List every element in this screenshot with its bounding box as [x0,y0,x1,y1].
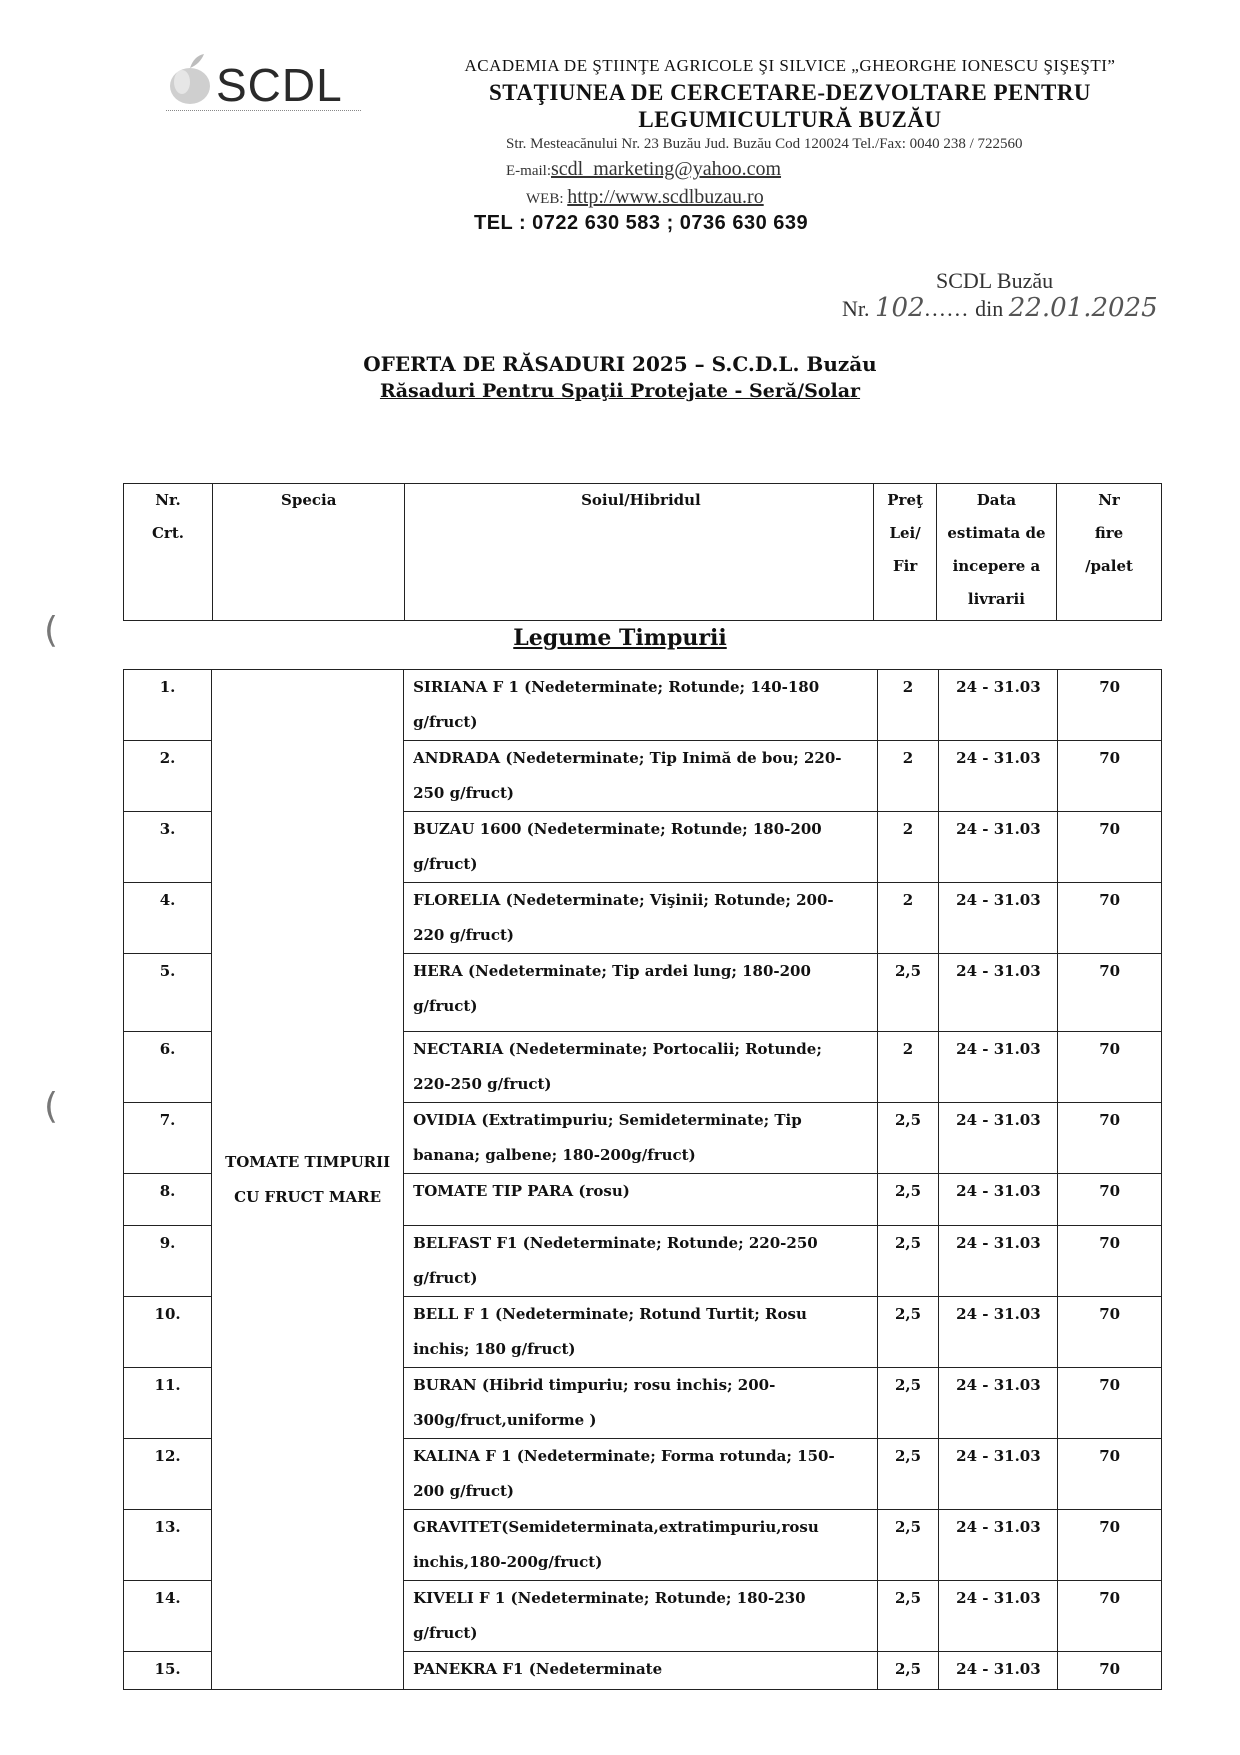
station-name-line1: STAŢIUNEA DE CERCETARE-DEZVOLTARE PENTRU [488,80,1092,105]
col-data-line2: estimata de [947,524,1046,542]
variety-line: SIRIANA F 1 (Nedeterminate; Rotunde; 140-180 [413,678,820,696]
variety-cell [404,1032,877,1103]
variety-cell [404,812,877,883]
species-cell [212,670,404,1690]
variety-line: KIVELI F 1 (Nedeterminate; Rotunde; 180-230 [413,1589,806,1607]
price-cell: 2,5 [877,1510,939,1581]
date-cell: 24 - 31.03 [939,1510,1058,1581]
email-link[interactable]: scdl_marketing@yahoo.com [551,158,782,180]
scan-mark: ( [44,1086,59,1127]
price-cell: 2,5 [877,1174,939,1226]
variety-line: inchis; 180 g/fruct) [413,1340,576,1358]
count-cell: 70 [1058,1174,1162,1226]
variety-cell [404,670,877,741]
row-number: 7. [124,1103,212,1174]
academy-name: ACADEMIA DE ŞTIINŢE AGRICOLE ŞI SILVICE „GHEORGHE IONESCU ŞIŞEŞTI” [464,56,1116,75]
col-fire-line3: /palet [1085,557,1133,575]
variety-line: 300g/fruct,uniforme ) [413,1411,597,1429]
offer-subtitle: Răsaduri Pentru Spaţii Protejate - Seră/Solar [379,380,861,402]
price-cell: 2,5 [877,1652,939,1690]
date-cell: 24 - 31.03 [939,1652,1058,1690]
date-cell: 24 - 31.03 [939,1032,1058,1103]
scan-mark: ( [44,610,59,651]
col-fire-line2: fire [1094,524,1124,542]
email-label: E-mail: [506,163,551,179]
row-number: 13. [124,1510,212,1581]
variety-cell [404,1439,877,1510]
offer-title: OFERTA DE RĂSADURI 2025 – S.C.D.L. Buzău [363,352,877,376]
species-line: CU FRUCT MARE [234,1187,382,1206]
row-number: 15. [124,1652,212,1690]
table-header [123,483,1162,621]
price-cell: 2 [877,812,939,883]
leaf-logo-icon [160,48,220,110]
col-pret-line1: Preţ [887,491,923,509]
price-cell: 2 [877,1032,939,1103]
nr-label: Nr. [842,296,870,321]
variety-line: BUZAU 1600 (Nedeterminate; Rotunde; 180-200 [413,820,822,838]
price-cell: 2,5 [877,1297,939,1368]
variety-line: NECTARIA (Nedeterminate; Portocalii; Rotunde; [413,1040,822,1058]
row-number: 14. [124,1581,212,1652]
variety-line: BELFAST F1 (Nedeterminate; Rotunde; 220-250 [413,1234,818,1252]
count-cell: 70 [1058,1226,1162,1297]
phone-numbers: TEL : 0722 630 583 ; 0736 630 639 [474,212,809,234]
offer-table [123,669,1162,1690]
date-cell: 24 - 31.03 [939,1174,1058,1226]
date-cell: 24 - 31.03 [939,1297,1058,1368]
scdl-logo [160,48,360,118]
date-cell: 24 - 31.03 [939,1581,1058,1652]
count-cell: 70 [1058,1439,1162,1510]
col-fire-header [1057,484,1162,621]
price-cell: 2,5 [877,1226,939,1297]
col-pret-header [874,484,937,621]
row-number: 12. [124,1439,212,1510]
row-number: 9. [124,1226,212,1297]
row-number: 10. [124,1297,212,1368]
count-cell: 70 [1058,954,1162,1032]
variety-cell [404,883,877,954]
date-cell: 24 - 31.03 [939,1439,1058,1510]
price-cell: 2 [877,883,939,954]
variety-line: inchis,180-200g/fruct) [413,1553,603,1571]
count-cell: 70 [1058,812,1162,883]
date-value: 22.01.2025 [1008,293,1158,323]
row-number: 3. [124,812,212,883]
price-cell: 2,5 [877,1368,939,1439]
row-number: 11. [124,1368,212,1439]
email-line [506,158,781,181]
date-cell: 24 - 31.03 [939,1226,1058,1297]
variety-line: GRAVITET(Semideterminata,extratimpuriu,rosu [413,1518,819,1536]
variety-cell [404,1174,877,1226]
date-cell: 24 - 31.03 [939,1103,1058,1174]
count-cell: 70 [1058,1510,1162,1581]
variety-line: HERA (Nedeterminate; Tip ardei lung; 180-200 [413,962,811,980]
price-cell: 2,5 [877,1103,939,1174]
variety-line: g/fruct) [413,1269,478,1287]
web-link[interactable]: http://www.scdlbuzau.ro [567,186,764,208]
price-cell: 2 [877,670,939,741]
col-data-line3: incepere a [952,557,1041,575]
count-cell: 70 [1058,1652,1162,1690]
logo-tagline [166,110,361,111]
variety-cell [404,1103,877,1174]
date-cell: 24 - 31.03 [939,883,1058,954]
price-cell: 2 [877,741,939,812]
row-number: 1. [124,670,212,741]
variety-line: KALINA F 1 (Nedeterminate; Forma rotunda; 150- [413,1447,835,1465]
variety-line: PANEKRA F1 (Nedeterminate [413,1660,663,1678]
variety-line: BURAN (Hibrid timpuriu; rosu inchis; 200- [413,1376,776,1394]
count-cell: 70 [1058,670,1162,741]
col-fire-line1: Nr [1098,491,1120,509]
col-nr-header [124,484,213,621]
count-cell: 70 [1058,741,1162,812]
variety-cell [404,1510,877,1581]
date-cell: 24 - 31.03 [939,741,1058,812]
variety-line: 220-250 g/fruct) [413,1075,552,1093]
station-name-line2: LEGUMICULTURĂ BUZĂU [638,107,942,132]
variety-line: OVIDIA (Extratimpuriu; Semideterminate; Tip [413,1111,802,1129]
row-number: 6. [124,1032,212,1103]
variety-line: TOMATE TIP PARA (rosu) [413,1182,630,1200]
variety-line: 220 g/fruct) [413,926,514,944]
species-line: TOMATE TIMPURII [225,1152,391,1171]
count-cell: 70 [1058,1297,1162,1368]
variety-cell [404,741,877,812]
count-cell: 70 [1058,1103,1162,1174]
date-cell: 24 - 31.03 [939,1368,1058,1439]
variety-line: BELL F 1 (Nedeterminate; Rotund Turtit; Rosu [413,1305,807,1323]
count-cell: 70 [1058,883,1162,954]
count-cell: 70 [1058,1368,1162,1439]
col-specia-header: Specia [212,484,405,621]
variety-cell [404,1581,877,1652]
col-nr-line2: Crt. [151,524,184,542]
variety-cell [404,1297,877,1368]
registration-number: Nr. 102...... din 22.01.2025 [842,293,1158,323]
variety-cell [404,954,877,1032]
logo-text: SCDL [216,59,343,111]
variety-line: 200 g/fruct) [413,1482,514,1500]
col-pret-line2: Lei/ [889,524,921,542]
count-cell: 70 [1058,1032,1162,1103]
col-pret-line3: Fir [892,557,918,575]
date-cell: 24 - 31.03 [939,812,1058,883]
address: Str. Mesteacănului Nr. 23 Buzău Jud. Buzău Cod 120024 Tel./Fax: 0040 238 / 722560 [506,136,1023,152]
table-row [124,670,1162,741]
variety-line: g/fruct) [413,1624,478,1642]
row-number: 8. [124,1174,212,1226]
variety-line: FLORELIA (Nedeterminate; Vişinii; Rotunde; 200- [413,891,834,909]
price-cell: 2,5 [877,1439,939,1510]
col-data-line1: Data [976,491,1017,509]
variety-cell [404,1226,877,1297]
variety-line: g/fruct) [413,997,478,1015]
variety-line: banana; galbene; 180-200g/fruct) [413,1146,696,1164]
col-data-header [936,484,1056,621]
row-number: 5. [124,954,212,1032]
col-data-line4: livrarii [967,590,1025,608]
row-number: 2. [124,741,212,812]
date-cell: 24 - 31.03 [939,954,1058,1032]
web-label: WEB: [526,191,564,207]
variety-cell [404,1368,877,1439]
col-nr-line1: Nr. [155,491,181,509]
variety-cell [404,1652,877,1690]
col-soiul-header: Soiul/Hibridul [405,484,874,621]
variety-line: ANDRADA (Nedeterminate; Tip Inimă de bou; 220- [413,749,842,767]
variety-line: 250 g/fruct) [413,784,514,802]
count-cell: 70 [1058,1581,1162,1652]
price-cell: 2,5 [877,954,939,1032]
section-title: Legume Timpurii [513,625,727,651]
web-line [526,186,764,209]
registration-org: SCDL Buzău [936,268,1054,293]
variety-line: g/fruct) [413,713,478,731]
row-number: 4. [124,883,212,954]
price-cell: 2,5 [877,1581,939,1652]
variety-line: g/fruct) [413,855,478,873]
nr-value: 102 [875,293,925,323]
date-cell: 24 - 31.03 [939,670,1058,741]
din-label: din [975,296,1004,321]
